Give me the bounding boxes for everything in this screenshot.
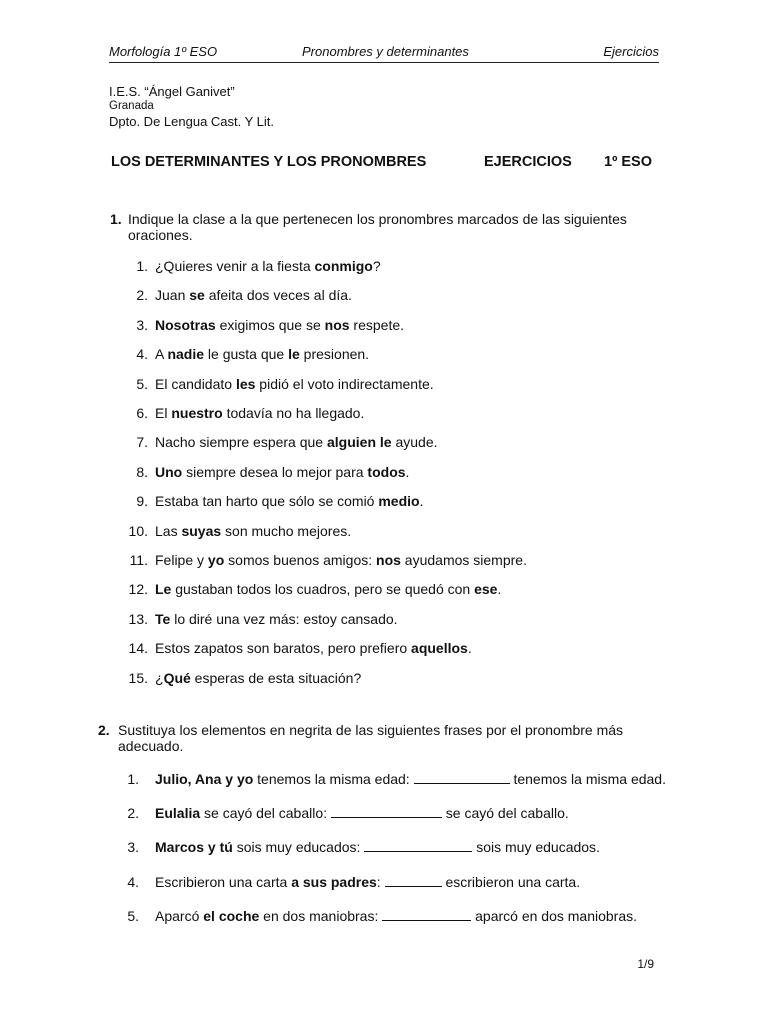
item-sentence: [155, 493, 423, 509]
header-topic: Pronombres y determinantes: [302, 44, 469, 59]
highlighted-word: Te: [155, 610, 171, 627]
highlighted-word: nos: [376, 552, 401, 568]
highlighted-word: Qué: [163, 669, 191, 686]
sentence-text: tenemos la misma edad.: [509, 771, 666, 787]
item-number: 1.: [136, 258, 148, 274]
item-sentence: [155, 523, 351, 539]
sentence-text: escribieron una carta.: [441, 873, 581, 890]
item-number: 15.: [128, 669, 148, 686]
sentence-text: afeita dos veces al día.: [204, 287, 352, 304]
sentence-text: siempre desea lo mejor para: [182, 463, 368, 480]
highlighted-word: conmigo: [314, 258, 373, 274]
title-level: 1º ESO: [604, 154, 653, 170]
item-number: 3.: [127, 839, 139, 856]
answer-blank: [382, 908, 471, 921]
sentence-text: Nacho siempre espera que: [155, 434, 327, 451]
item-sentence: [155, 581, 501, 597]
item-sentence: [155, 405, 364, 421]
item-sentence: [155, 464, 409, 480]
exercise-number: 2.: [98, 722, 110, 738]
sentence-text: .: [419, 493, 424, 510]
item-sentence: [155, 670, 361, 686]
sentence-text: ayude.: [391, 434, 438, 451]
sentence-text: pidió el voto indirectamente.: [255, 375, 434, 392]
sentence-text: .: [467, 640, 472, 657]
highlighted-word: aquellos: [411, 640, 468, 657]
sentence-text: Felipe y: [155, 552, 208, 568]
sentence-text: Aparcó: [155, 907, 204, 924]
page-title: [111, 154, 671, 172]
highlighted-word: Julio, Ana y yo: [155, 771, 254, 787]
sentence-text: El candidato: [155, 375, 236, 392]
item-number: 1.: [127, 771, 139, 787]
sentence-text: ?: [372, 258, 381, 274]
highlighted-word: yo: [207, 552, 225, 568]
sentence-text: respete.: [349, 316, 405, 333]
header-subject: Morfología 1º ESO: [109, 44, 218, 59]
highlighted-word: todos: [367, 463, 406, 480]
highlighted-word: nadie: [167, 346, 205, 363]
sentence-text: .: [405, 463, 410, 480]
highlighted-word: medio: [378, 493, 420, 510]
item-number: 5.: [127, 907, 139, 924]
highlighted-word: les: [235, 375, 256, 392]
item-sentence: [155, 908, 637, 924]
highlighted-word: Nosotras: [155, 316, 216, 333]
answer-blank: [331, 805, 442, 818]
sentence-text: todavía no ha llegado.: [222, 405, 365, 421]
instruction-line: oraciones.: [128, 227, 193, 243]
sentence-text: .: [497, 581, 502, 598]
answer-blank: [414, 771, 510, 784]
sentence-text: sois muy educados.: [472, 839, 600, 856]
sentence-text: ayudamos siempre.: [400, 552, 527, 568]
sentence-text: esperas de esta situación?: [190, 669, 362, 686]
item-sentence: [155, 640, 472, 656]
highlighted-word: nuestro: [171, 405, 223, 421]
sentence-text: se cayó del caballo.: [441, 805, 569, 822]
highlighted-word: alguien le: [327, 434, 392, 451]
sentence-text: A: [155, 346, 168, 363]
sentence-text: presionen.: [299, 346, 370, 363]
sentence-text: ¿Quieres venir a la fiesta: [155, 258, 315, 274]
instruction-line: Indique la clase a la que pertenecen los pronombres marcados de las siguientes: [128, 211, 627, 227]
answer-blank: [385, 874, 442, 887]
item-sentence: [155, 552, 527, 568]
highlighted-word: se: [189, 287, 205, 304]
sentence-text: Las: [155, 522, 182, 539]
item-number: 4.: [136, 346, 148, 363]
header-section: Ejercicios: [603, 44, 659, 59]
exercise-number: 1.: [110, 211, 122, 227]
sentence-text: ¿: [155, 669, 164, 686]
title-main: LOS DETERMINANTES Y LOS PRONOMBRES: [111, 154, 427, 170]
school-info: [109, 84, 274, 129]
sentence-text: son mucho mejores.: [221, 522, 352, 539]
item-sentence: [155, 874, 580, 890]
item-number: 9.: [136, 493, 148, 510]
item-sentence: [155, 805, 569, 821]
item-sentence: [155, 258, 381, 274]
sentence-text: El: [155, 405, 172, 421]
instruction-line: adecuado.: [118, 738, 184, 754]
sentence-text: gustaban todos los cuadros, pero se quedó con: [171, 581, 475, 598]
page-header: [109, 44, 659, 63]
item-number: 8.: [136, 463, 148, 480]
sentence-text: Estos zapatos son baratos, pero prefiero: [155, 640, 412, 657]
item-number: 7.: [136, 434, 148, 451]
instruction-line: Sustituya los elementos en negrita de las siguientes frases por el pronombre más: [118, 722, 624, 738]
item-sentence: [155, 346, 369, 362]
item-sentence: [155, 771, 666, 787]
title-exercises: EJERCICIOS: [484, 154, 572, 170]
highlighted-word: nos: [324, 316, 350, 333]
highlighted-word: Eulalia: [155, 805, 201, 822]
sentence-text: :: [376, 873, 385, 890]
sentence-text: somos buenos amigos:: [224, 552, 377, 568]
sentence-text: Estaba tan harto que sólo se comió: [155, 493, 379, 510]
highlighted-word: le: [288, 346, 300, 363]
item-number: 2.: [127, 805, 139, 822]
item-number: 6.: [136, 405, 148, 421]
sentence-text: le gusta que: [204, 346, 289, 363]
highlighted-word: el coche: [203, 907, 260, 924]
item-sentence: [155, 839, 600, 855]
item-sentence: [155, 287, 352, 303]
answer-blank: [364, 839, 472, 852]
item-sentence: [155, 434, 438, 450]
sentence-text: aparcó en dos maniobras.: [471, 907, 638, 924]
item-number: 12.: [128, 581, 148, 598]
exercise-2-instruction: [98, 722, 678, 756]
sentence-text: en dos maniobras:: [259, 907, 383, 924]
item-sentence: [155, 611, 398, 627]
item-number: 4.: [127, 873, 139, 890]
sentence-text: tenemos la misma edad:: [253, 771, 414, 787]
school-city: Granada: [109, 100, 154, 112]
highlighted-word: Marcos y tú: [155, 839, 233, 856]
item-number: 11.: [129, 552, 148, 568]
school-department: Dpto. De Lengua Cast. Y Lit.: [109, 114, 275, 129]
sentence-text: sois muy educados:: [232, 839, 365, 856]
item-number: 5.: [136, 375, 148, 392]
item-number: 3.: [136, 316, 148, 333]
exercise-1-instruction: [108, 211, 668, 245]
highlighted-word: Uno: [155, 463, 183, 480]
sentence-text: exigimos que se: [215, 316, 325, 333]
highlighted-word: ese: [474, 581, 498, 598]
sentence-text: lo diré una vez más: estoy cansado.: [170, 610, 398, 627]
page-number: 1/9: [637, 957, 654, 971]
item-number: 13.: [128, 610, 148, 627]
sentence-text: Juan: [155, 287, 190, 304]
highlighted-word: a sus padres: [291, 873, 377, 890]
item-number: 2.: [136, 287, 148, 304]
item-sentence: [155, 317, 404, 333]
item-number: 14.: [128, 640, 148, 657]
item-sentence: [155, 376, 434, 392]
sentence-text: se cayó del caballo:: [200, 805, 331, 822]
sentence-text: Escribieron una carta: [155, 873, 292, 890]
highlighted-word: suyas: [181, 522, 222, 539]
school-name: I.E.S. “Ángel Ganivet”: [109, 84, 235, 99]
highlighted-word: Le: [155, 581, 172, 598]
item-number: 10.: [128, 522, 148, 539]
